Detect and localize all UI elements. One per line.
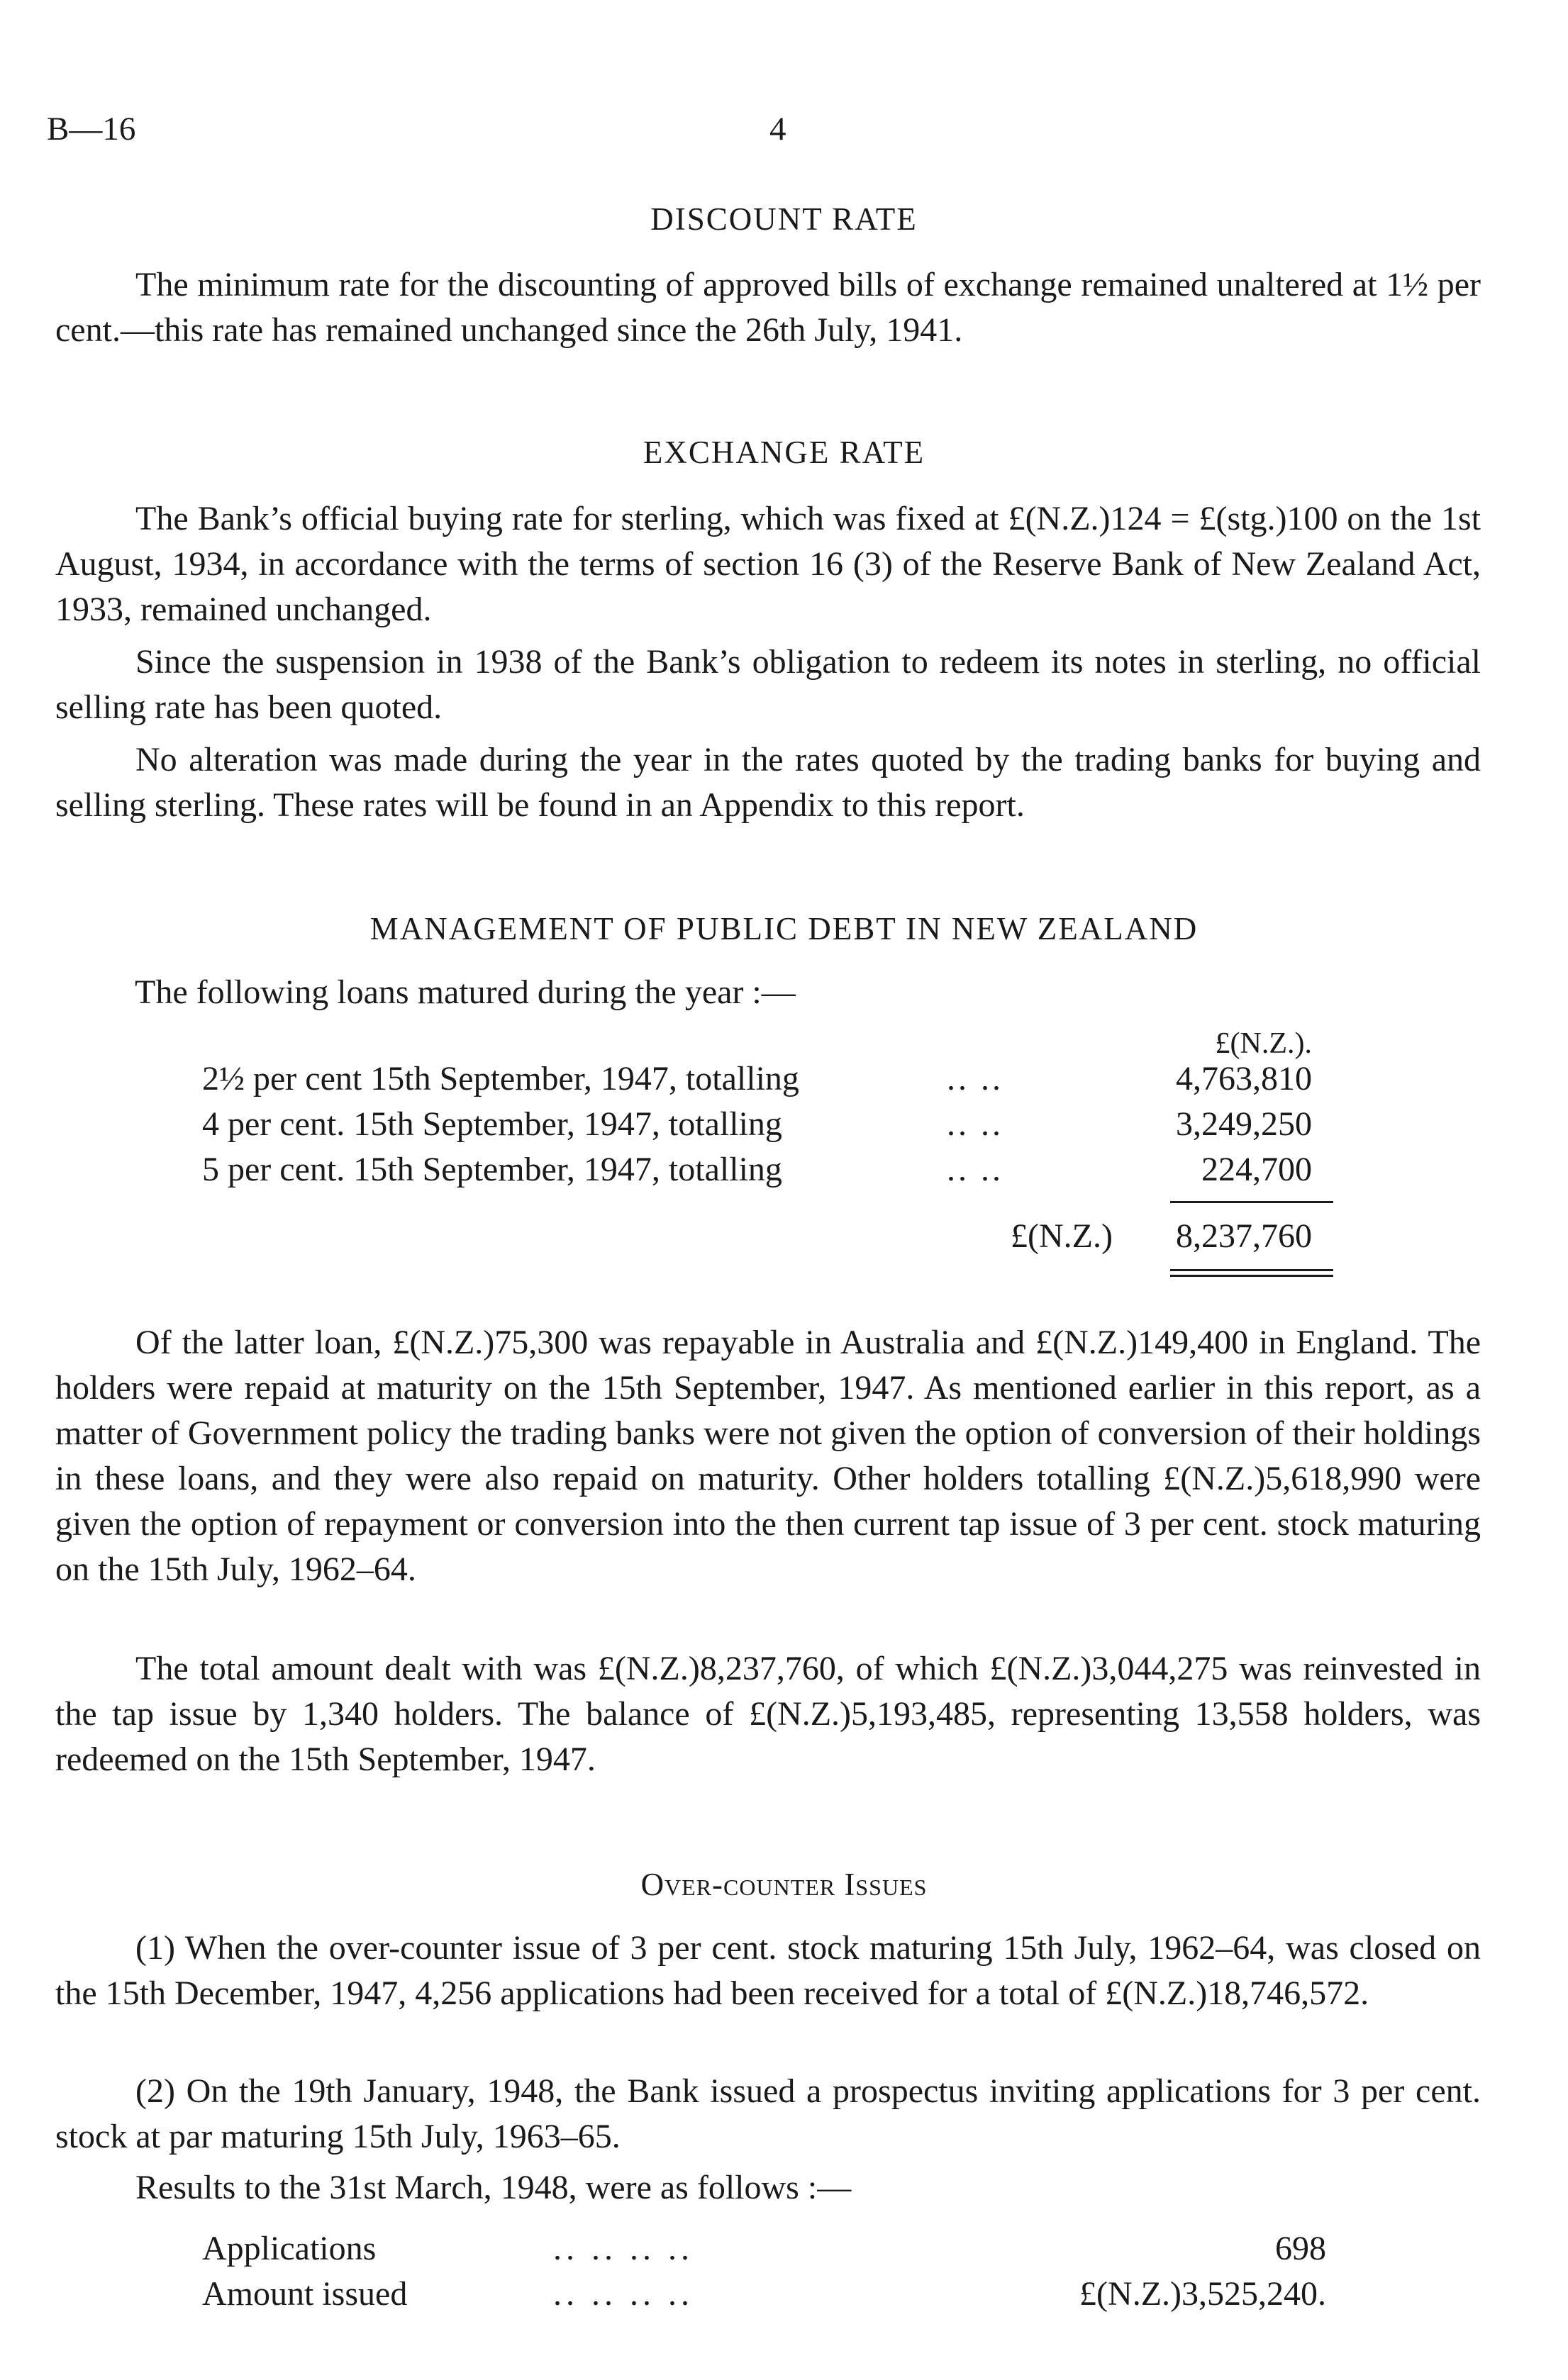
public-debt-heading: MANAGEMENT OF PUBLIC DEBT IN NEW ZEALAND (369, 911, 1199, 946)
discount-rate-heading: DISCOUNT RATE (650, 201, 918, 237)
loan-row-label: 4 per cent. 15th September, 1947, totalling (202, 1105, 782, 1143)
loan-row-amount: 3,249,250 (1176, 1105, 1312, 1143)
over-counter-paragraph-1: (1) When the over-counter issue of 3 per cent. stock maturing 15th July, 1962–64, was closed on the 15th December, 1947, 4,256 applications had been received for a total of £(N.Z.)18,746,572. (55, 1929, 1481, 2012)
total-currency-label: £(N.Z.) (1011, 1217, 1113, 1255)
exchange-rate-paragraph-3: No alteration was made during the year in the rates quoted by the trading banks for buying and selling sterling. These rates will be found in an Appendix to this report. (55, 741, 1481, 824)
dot-leader: .. .. (947, 1151, 1003, 1188)
exchange-rate-paragraph-1: The Bank’s official buying rate for sterling, which was fixed at £(N.Z.)124 = £(stg.)100 on the 1st August, 1934, in accordance with the terms of section 16 (3) of the Reserve Bank of New Zealand Act, 1933, remained unchanged. (55, 500, 1481, 628)
total-rule-upper (1170, 1269, 1333, 1271)
total-amount: 8,237,760 (1176, 1217, 1312, 1255)
loan-row-amount: 224,700 (1201, 1151, 1312, 1188)
dot-leader: .. .. .. .. (553, 2230, 694, 2267)
discount-rate-paragraph: The minimum rate for the discounting of approved bills of exchange remained unaltered at 1½ per cent.—this rate has remained unchanged since the 26th July, 1941. (55, 266, 1481, 349)
loan-row-amount: 4,763,810 (1176, 1060, 1312, 1097)
currency-column-header: £(N.Z.). (1215, 1027, 1312, 1060)
loan-row-label: 2½ per cent 15th September, 1947, totalling (202, 1060, 799, 1097)
results-row-value: £(N.Z.)3,525,240. (1079, 2275, 1326, 2313)
dot-leader: .. .. (947, 1060, 1003, 1097)
subtotal-rule (1170, 1201, 1333, 1203)
loans-intro: The following loans matured during the year :— (135, 973, 796, 1011)
page-reference: B—16 (47, 111, 136, 147)
page-number: 4 (769, 111, 786, 147)
over-counter-paragraph-2: (2) On the 19th January, 1948, the Bank issued a prospectus inviting applications for 3 per cent. stock at par maturing 15th July, 1963–65. (55, 2072, 1481, 2155)
results-row-label: Applications (202, 2230, 377, 2267)
public-debt-paragraph-1: Of the latter loan, £(N.Z.)75,300 was repayable in Australia and £(N.Z.)149,400 in England. The holders were repaid at maturity on the 15th September, 1947. As mentioned earlier in this report, as a matter of Government policy the trading banks were not given the option of conversion of their holdings in these loans, and they were also repaid on maturity. Other holders totalling £(N.Z.)5,618,990 were given the option of repayment or conversion into the then current tap issue of 3 per cent. stock maturing on the 15th July, 1962–64. (55, 1324, 1481, 1588)
over-counter-paragraph-3: Results to the 31st March, 1948, were as follows :— (135, 2169, 852, 2206)
exchange-rate-paragraph-2: Since the suspension in 1938 of the Bank’s obligation to redeem its notes in sterling, no official selling rate has been quoted. (55, 643, 1481, 726)
results-row-label: Amount issued (202, 2275, 408, 2313)
exchange-rate-heading: EXCHANGE RATE (643, 435, 925, 470)
public-debt-paragraph-2: The total amount dealt with was £(N.Z.)8,237,760, of which £(N.Z.)3,044,275 was reinvested in the tap issue by 1,340 holders. The balance of £(N.Z.)5,193,485, representing 13,558 holders, was redeemed on the 15th September, 1947. (55, 1650, 1481, 1778)
dot-leader: .. .. .. .. (553, 2275, 694, 2313)
results-row-value: 698 (1275, 2230, 1326, 2267)
over-counter-heading: Over-counter Issues (640, 1867, 928, 1902)
total-rule-lower (1170, 1275, 1333, 1277)
dot-leader: .. .. (947, 1105, 1003, 1143)
loan-row-label: 5 per cent. 15th September, 1947, totalling (202, 1151, 782, 1188)
